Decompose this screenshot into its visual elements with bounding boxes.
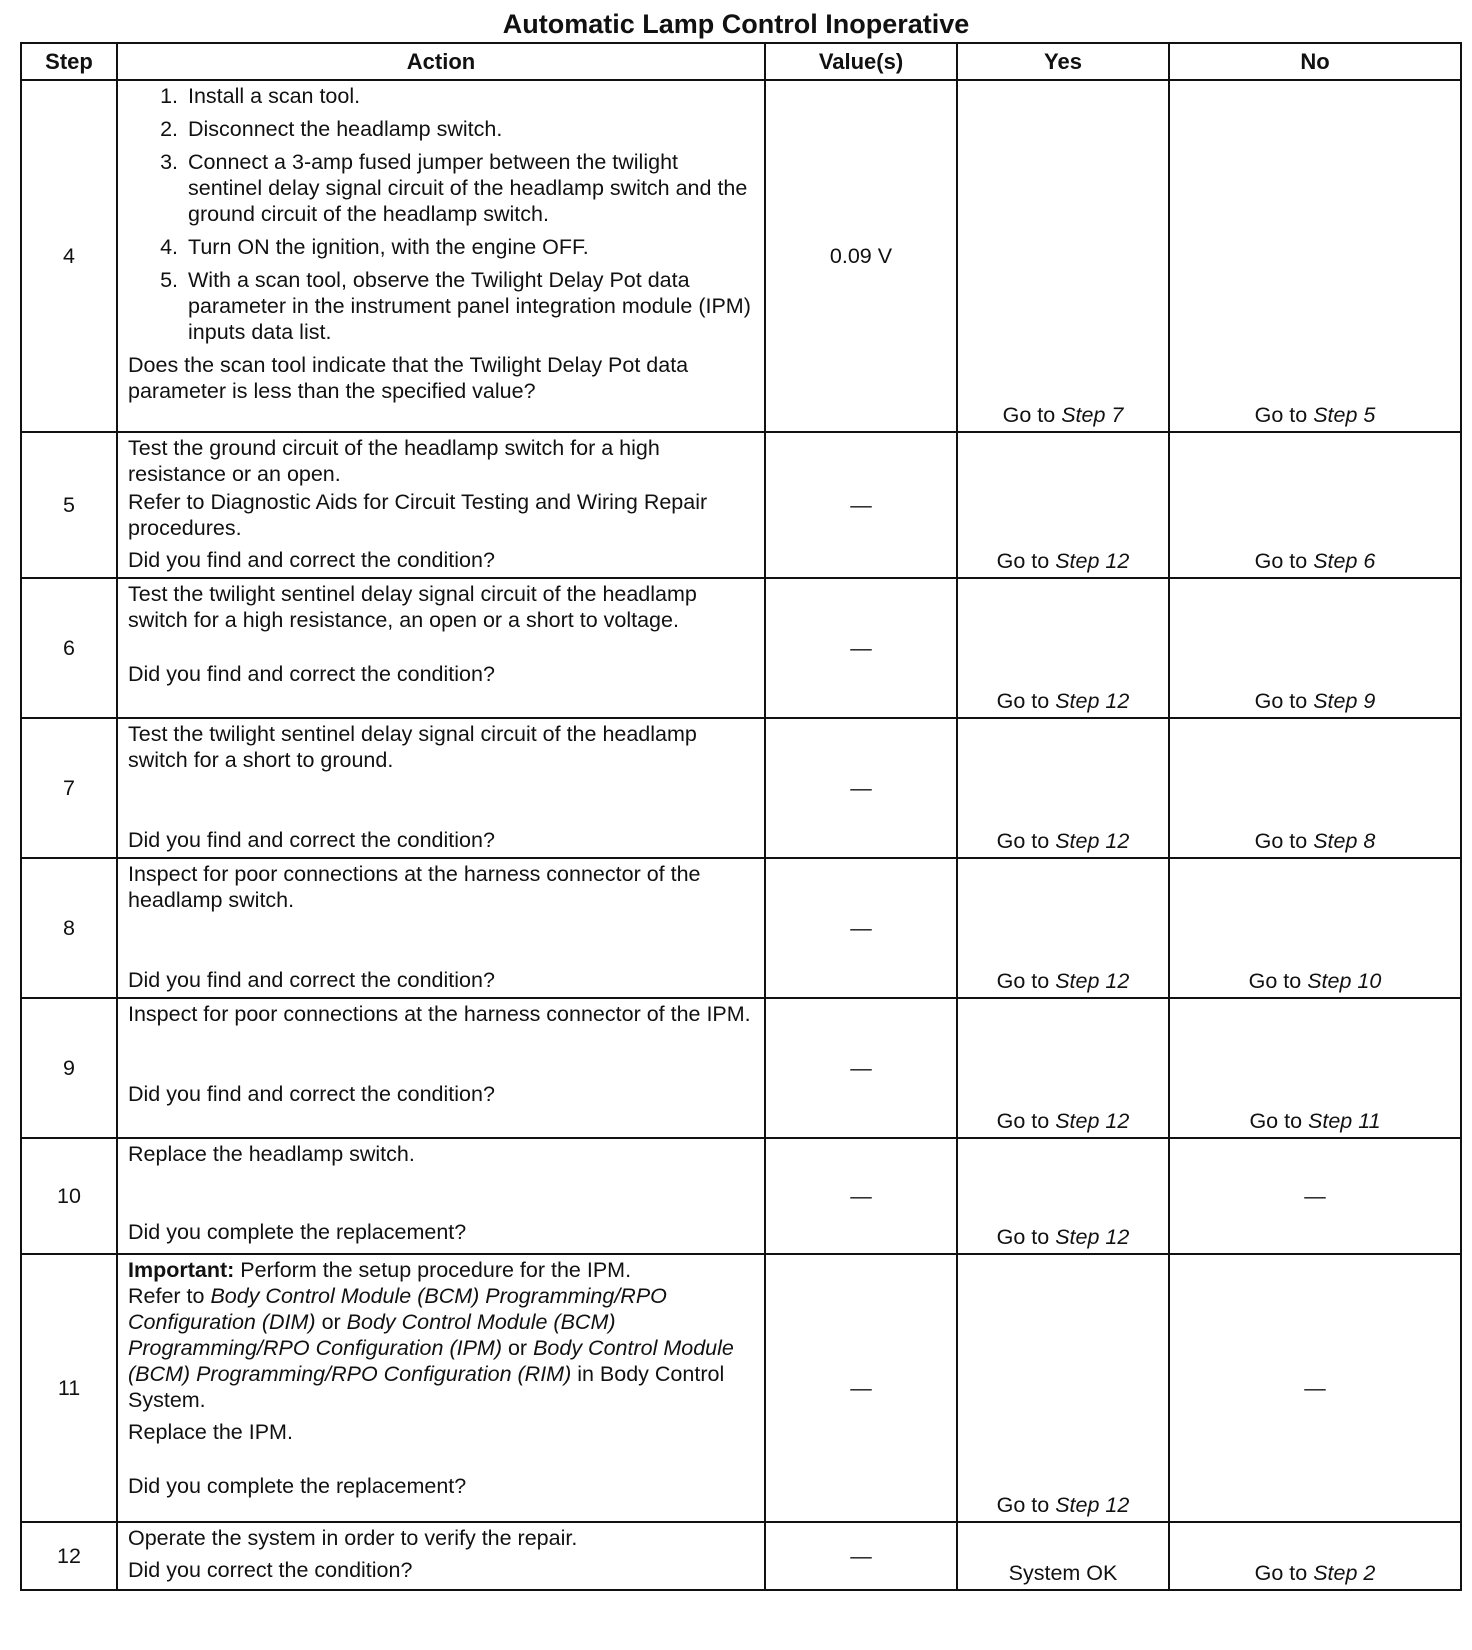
action-cell: [117, 1254, 765, 1522]
question-text: Did you correct the condition?: [128, 1558, 413, 1582]
step-number: 11: [21, 1254, 117, 1522]
yes-step-link[interactable]: Step 12: [1055, 549, 1130, 573]
yes-step-link[interactable]: Step 12: [1055, 1493, 1130, 1517]
table-row: [21, 1522, 1461, 1590]
yes-step-link[interactable]: Step 12: [1055, 969, 1130, 993]
yes-cell: [957, 1254, 1169, 1522]
action-cell: [117, 1522, 765, 1590]
question-text: Does the scan tool indicate that the Twilight Delay Pot data parameter is less than the specified value?: [128, 353, 689, 403]
no-step-link[interactable]: Step 10: [1307, 969, 1382, 993]
yes-cell: [957, 578, 1169, 718]
goto-text: Go to: [1254, 689, 1308, 713]
action-text: Replace the headlamp switch.: [128, 1142, 415, 1166]
goto-text: Go to: [1254, 403, 1308, 427]
or-text: or: [315, 1310, 347, 1334]
action-cell: [117, 998, 765, 1138]
goto-text: Go to: [1254, 1561, 1308, 1585]
list-item: 5. With a scan tool, observe the Twilight Delay Pot data parameter in the instrument panel integration module (IPM) inputs data list.: [184, 267, 756, 345]
action-cell: [117, 578, 765, 718]
yes-step-link[interactable]: Step 12: [1055, 689, 1130, 713]
action-text: Operate the system in order to verify the repair.: [128, 1526, 578, 1550]
goto-text: Go to: [996, 549, 1050, 573]
important-text: Perform the setup procedure for the IPM.: [234, 1258, 632, 1282]
question-text: Did you complete the replacement?: [128, 1474, 467, 1498]
value-cell: —: [765, 1138, 957, 1254]
goto-text: Go to: [996, 829, 1050, 853]
in-text: in Body Control System.: [128, 1362, 725, 1412]
reference-link[interactable]: Body Control Module (BCM) Programming/RPO Configuration (RIM): [128, 1336, 734, 1386]
action-cell: [117, 1138, 765, 1254]
yes-step-link[interactable]: Step 12: [1055, 829, 1130, 853]
list-item: 4. Turn ON the ignition, with the engine OFF.: [184, 234, 756, 260]
header-no: No: [1169, 43, 1461, 80]
reference-link[interactable]: Body Control Module (BCM) Programming/RPO Configuration (DIM): [128, 1284, 667, 1334]
no-cell: [1169, 578, 1461, 718]
question-text: Did you find and correct the condition?: [128, 662, 495, 686]
no-cell: [1169, 858, 1461, 998]
yes-cell: [957, 998, 1169, 1138]
table-row: [21, 1138, 1461, 1254]
no-cell: [1169, 718, 1461, 858]
action-cell: [117, 858, 765, 998]
table-row: [21, 858, 1461, 998]
value-cell: —: [765, 718, 957, 858]
no-step-link[interactable]: Step 11: [1308, 1109, 1381, 1133]
no-step-link[interactable]: Step 5: [1313, 403, 1376, 427]
page-title: Automatic Lamp Control Inoperative: [502, 9, 970, 39]
important-note: [128, 1257, 756, 1283]
yes-cell: [957, 80, 1169, 432]
goto-text: Go to: [1002, 403, 1056, 427]
no-cell: —: [1169, 1254, 1461, 1522]
yes-step-link[interactable]: Step 7: [1061, 403, 1124, 427]
no-step-link[interactable]: Step 2: [1313, 1561, 1376, 1585]
table-row: [21, 998, 1461, 1138]
value-cell: —: [765, 1254, 957, 1522]
list-item: 3. Connect a 3-amp fused jumper between the twilight sentinel delay signal circuit of the headlamp switch and the ground circuit of the headlamp switch.: [184, 149, 756, 227]
list-item: 2. Disconnect the headlamp switch.: [184, 116, 756, 142]
header-value: Value(s): [765, 43, 957, 80]
header-yes: Yes: [957, 43, 1169, 80]
value-cell: —: [765, 432, 957, 578]
question-text: Did you find and correct the condition?: [128, 828, 495, 852]
no-cell: [1169, 998, 1461, 1138]
refer-text: Refer to Diagnostic Aids for Circuit Testing and Wiring Repair procedures.: [128, 490, 708, 540]
no-step-link[interactable]: Step 9: [1313, 689, 1376, 713]
action-text: Test the ground circuit of the headlamp switch for a high resistance or an open.: [128, 436, 660, 486]
diagnostic-table: [20, 42, 1462, 1591]
step-number: 4: [21, 80, 117, 432]
header-action: Action: [117, 43, 765, 80]
action-cell: [117, 432, 765, 578]
question-text: Did you complete the replacement?: [128, 1220, 467, 1244]
goto-text: Go to: [996, 1493, 1050, 1517]
table-row: [21, 80, 1461, 432]
table-row: [21, 578, 1461, 718]
question-text: Did you find and correct the condition?: [128, 548, 495, 572]
list-item: 1. Install a scan tool.: [184, 83, 756, 109]
action-text: Replace the IPM.: [128, 1420, 293, 1444]
yes-step-link[interactable]: Step 12: [1055, 1225, 1130, 1249]
header-step: Step: [21, 43, 117, 80]
instruction-list: [128, 83, 756, 345]
value-cell: —: [765, 998, 957, 1138]
yes-cell: System OK: [957, 1522, 1169, 1590]
yes-cell: [957, 718, 1169, 858]
no-step-link[interactable]: Step 6: [1313, 549, 1376, 573]
goto-text: Go to: [996, 1225, 1050, 1249]
refer-prefix: Refer to: [128, 1284, 211, 1308]
value-cell: 0.09 V: [765, 80, 957, 432]
or-text: or: [501, 1336, 534, 1360]
goto-text: Go to: [1248, 969, 1302, 993]
question-text: Did you find and correct the condition?: [128, 968, 495, 992]
action-cell: [117, 718, 765, 858]
goto-text: Go to: [996, 689, 1050, 713]
step-number: 9: [21, 998, 117, 1138]
no-cell: [1169, 80, 1461, 432]
value-cell: —: [765, 1522, 957, 1590]
step-number: 10: [21, 1138, 117, 1254]
action-cell: [117, 80, 765, 432]
goto-text: Go to: [1249, 1109, 1303, 1133]
step-number: 8: [21, 858, 117, 998]
table-header-row: [21, 43, 1461, 80]
action-text: Inspect for poor connections at the harness connector of the headlamp switch.: [128, 862, 701, 912]
no-cell: [1169, 432, 1461, 578]
table-row: [21, 1254, 1461, 1522]
refer-text: [128, 1283, 756, 1413]
action-text: Test the twilight sentinel delay signal circuit of the headlamp switch for a short to ground.: [128, 722, 697, 772]
no-step-link[interactable]: Step 8: [1313, 829, 1376, 853]
no-cell: [1169, 1522, 1461, 1590]
question-text: Did you find and correct the condition?: [128, 1082, 495, 1106]
yes-cell: [957, 1138, 1169, 1254]
yes-cell: [957, 432, 1169, 578]
goto-text: Go to: [996, 969, 1050, 993]
step-number: 7: [21, 718, 117, 858]
important-label: Important:: [128, 1258, 235, 1282]
step-number: 12: [21, 1522, 117, 1590]
action-text: Test the twilight sentinel delay signal circuit of the headlamp switch for a high resistance, an open or a short to voltage.: [128, 582, 697, 632]
action-text: Inspect for poor connections at the harness connector of the IPM.: [128, 1002, 751, 1026]
yes-cell: [957, 858, 1169, 998]
value-cell: —: [765, 858, 957, 998]
reference-link[interactable]: Body Control Module (BCM) Programming/RPO Configuration (IPM): [128, 1310, 616, 1360]
yes-step-link[interactable]: Step 12: [1055, 1109, 1130, 1133]
step-number: 6: [21, 578, 117, 718]
step-number: 5: [21, 432, 117, 578]
value-cell: —: [765, 578, 957, 718]
goto-text: Go to: [1254, 549, 1308, 573]
table-row: [21, 718, 1461, 858]
goto-text: Go to: [1254, 829, 1308, 853]
no-cell: —: [1169, 1138, 1461, 1254]
goto-text: Go to: [996, 1109, 1050, 1133]
table-row: [21, 432, 1461, 578]
